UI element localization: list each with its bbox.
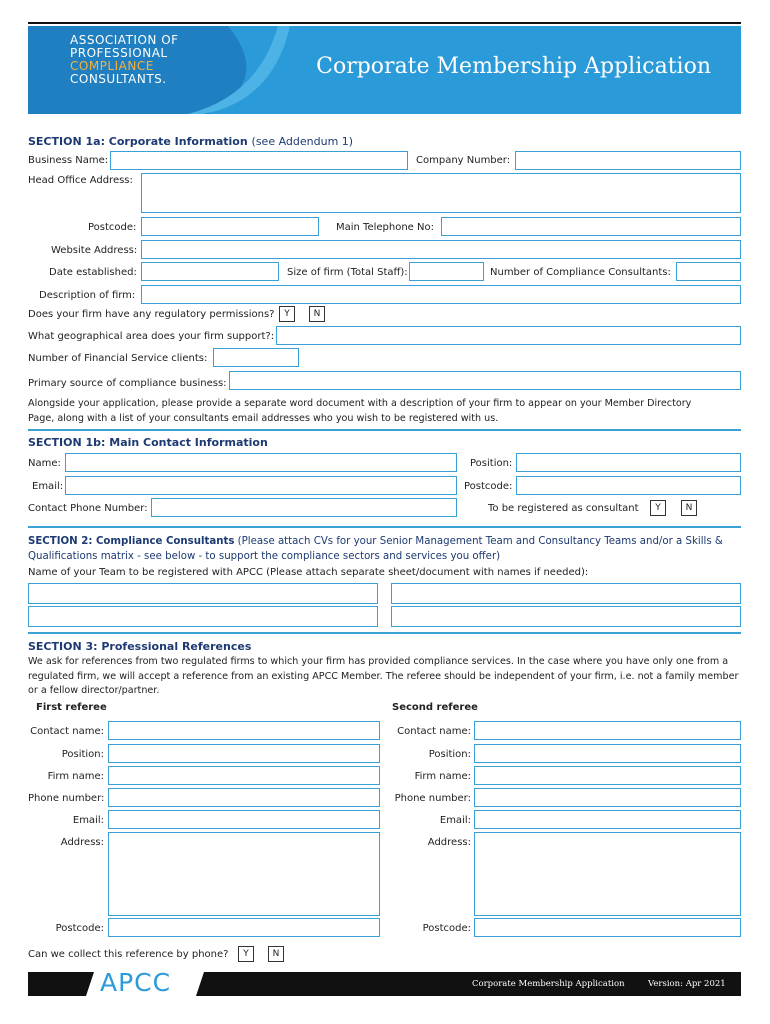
logo-line-3: COMPLIANCE: [70, 59, 154, 73]
ref1-email-label: Email:: [72, 815, 104, 826]
section-2-heading: [28, 535, 743, 564]
s1a-paragraph: Alongside your application, please provide a separate word document with a description of your firm to appear on your Member Directory Page, along with a list of your consultants email addresses who you wish to be registered with us.: [28, 398, 692, 424]
contact-phone-field[interactable]: [151, 498, 457, 517]
ref1-address-label: Address:: [60, 837, 104, 848]
ref2-address-label: Address:: [427, 837, 471, 848]
ref2-position-label: Position:: [428, 749, 471, 760]
fs-clients-field[interactable]: [213, 348, 299, 367]
page-title: Corporate Membership Application: [316, 54, 711, 79]
head-office-label: Head Office Address:: [28, 175, 133, 186]
ref1-address-field[interactable]: [108, 832, 380, 916]
section-1a-title: SECTION 1a: Corporate Information: [28, 135, 248, 148]
head-office-field[interactable]: [141, 173, 741, 213]
registered-yes[interactable]: Y: [650, 500, 666, 516]
collect-phone-no[interactable]: N: [268, 946, 284, 962]
ref2-contact-label: Contact name:: [397, 726, 471, 737]
ref1-phone-label: Phone number:: [28, 793, 105, 804]
ref2-postcode-field[interactable]: [474, 918, 741, 937]
contact-position-field[interactable]: [516, 453, 741, 472]
registered-label: To be registered as consultant: [488, 503, 639, 514]
business-name-field[interactable]: [110, 151, 408, 170]
website-field[interactable]: [141, 240, 741, 259]
second-referee-heading: Second referee: [392, 702, 478, 713]
contact-phone-label: Contact Phone Number:: [28, 503, 148, 514]
primary-source-label: Primary source of compliance business:: [28, 378, 227, 389]
first-referee-heading: First referee: [36, 702, 107, 713]
header-banner: [28, 26, 741, 114]
divider-3: [28, 632, 741, 634]
top-rule: [28, 22, 741, 24]
ref1-firm-field[interactable]: [108, 766, 380, 785]
section-2-note: (Please attach CVs for your Senior Management Team and Consultancy Teams and/or a Skills & Qualifications matrix - see below - to support the compliance sectors and services you offer): [28, 536, 723, 562]
section-1a-note: (see Addendum 1): [251, 135, 354, 148]
team-field-4[interactable]: [391, 606, 741, 627]
ref2-firm-label: Firm name:: [414, 771, 471, 782]
business-name-label: Business Name:: [28, 155, 109, 166]
logo-line-2: PROFESSIONAL: [70, 46, 168, 60]
reg-perm-label: Does your firm have any regulatory permissions?: [28, 309, 275, 320]
contact-name-label: Name:: [28, 458, 61, 469]
main-tel-label: Main Telephone No:: [336, 222, 434, 233]
collect-phone-yes[interactable]: Y: [238, 946, 254, 962]
description-field[interactable]: [141, 285, 741, 304]
fs-clients-label: Number of Financial Service clients:: [28, 353, 208, 364]
ref2-email-field[interactable]: [474, 810, 741, 829]
size-field[interactable]: [409, 262, 484, 281]
ref1-contact-label: Contact name:: [30, 726, 104, 737]
ref1-firm-label: Firm name:: [47, 771, 104, 782]
registered-no[interactable]: N: [681, 500, 697, 516]
num-consultants-field[interactable]: [676, 262, 741, 281]
ref2-phone-field[interactable]: [474, 788, 741, 807]
postcode-label: Postcode:: [88, 222, 137, 233]
ref2-phone-label: Phone number:: [394, 793, 471, 804]
contact-postcode-label: Postcode:: [464, 481, 513, 492]
date-est-field[interactable]: [141, 262, 279, 281]
num-consultants-label: Number of Compliance Consultants:: [490, 267, 671, 278]
contact-email-label: Email:: [32, 481, 64, 492]
ref2-firm-field[interactable]: [474, 766, 741, 785]
logo-line-1: ASSOCIATION OF: [70, 33, 179, 47]
ref2-postcode-label: Postcode:: [422, 923, 471, 934]
reg-perm-yes[interactable]: Y: [279, 306, 295, 322]
divider-1: [28, 429, 741, 431]
footer-version: Version: Apr 2021: [648, 979, 726, 989]
contact-name-field[interactable]: [65, 453, 457, 472]
postcode-field[interactable]: [141, 217, 319, 236]
contact-postcode-field[interactable]: [516, 476, 741, 495]
ref1-position-label: Position:: [61, 749, 104, 760]
footer-brand: APCC: [100, 968, 172, 997]
company-number-label: Company Number:: [416, 155, 511, 166]
company-number-field[interactable]: [515, 151, 741, 170]
collect-phone-label: Can we collect this reference by phone?: [28, 949, 229, 960]
ref1-contact-field[interactable]: [108, 721, 380, 740]
website-label: Website Address:: [51, 245, 138, 256]
section-1b-heading: SECTION 1b: Main Contact Information: [28, 436, 268, 449]
team-field-3[interactable]: [28, 606, 378, 627]
description-label: Description of firm:: [39, 290, 136, 301]
ref1-phone-field[interactable]: [108, 788, 380, 807]
section-1a-heading: [28, 135, 353, 148]
s3-paragraph: We ask for references from two regulated firms to which your firm has provided compliance services. In the case where you have only one from a regulated firm, we will accept a reference from an existing APCC Member. The referee should be independent of your firm, i.e. not a family member or a fellow director/partner.: [28, 656, 739, 696]
ref2-contact-field[interactable]: [474, 721, 741, 740]
team-label: Name of your Team to be registered with APCC (Please attach separate sheet/document with names if needed):: [28, 567, 589, 578]
ref1-position-field[interactable]: [108, 744, 380, 763]
date-est-label: Date established:: [49, 267, 137, 278]
geo-label: What geographical area does your firm support?:: [28, 331, 275, 342]
geo-field[interactable]: [276, 326, 741, 345]
team-field-1[interactable]: [28, 583, 378, 604]
contact-email-field[interactable]: [65, 476, 457, 495]
size-label: Size of firm (Total Staff):: [287, 267, 408, 278]
section-3-heading: SECTION 3: Professional References: [28, 640, 252, 653]
ref1-postcode-field[interactable]: [108, 918, 380, 937]
logo-line-4: CONSULTANTS.: [70, 72, 167, 86]
main-tel-field[interactable]: [441, 217, 741, 236]
ref2-position-field[interactable]: [474, 744, 741, 763]
ref2-email-label: Email:: [439, 815, 471, 826]
ref1-postcode-label: Postcode:: [55, 923, 104, 934]
ref1-email-field[interactable]: [108, 810, 380, 829]
ref2-address-field[interactable]: [474, 832, 741, 916]
section-2-title: SECTION 2: Compliance Consultants: [28, 536, 235, 547]
footer-doc-name: Corporate Membership Application: [472, 979, 625, 989]
logo-text: [70, 34, 179, 86]
divider-2: [28, 526, 741, 528]
primary-source-field[interactable]: [229, 371, 741, 390]
team-field-2[interactable]: [391, 583, 741, 604]
footer-bar: [28, 968, 741, 997]
contact-position-label: Position:: [470, 458, 513, 469]
reg-perm-no[interactable]: N: [309, 306, 325, 322]
